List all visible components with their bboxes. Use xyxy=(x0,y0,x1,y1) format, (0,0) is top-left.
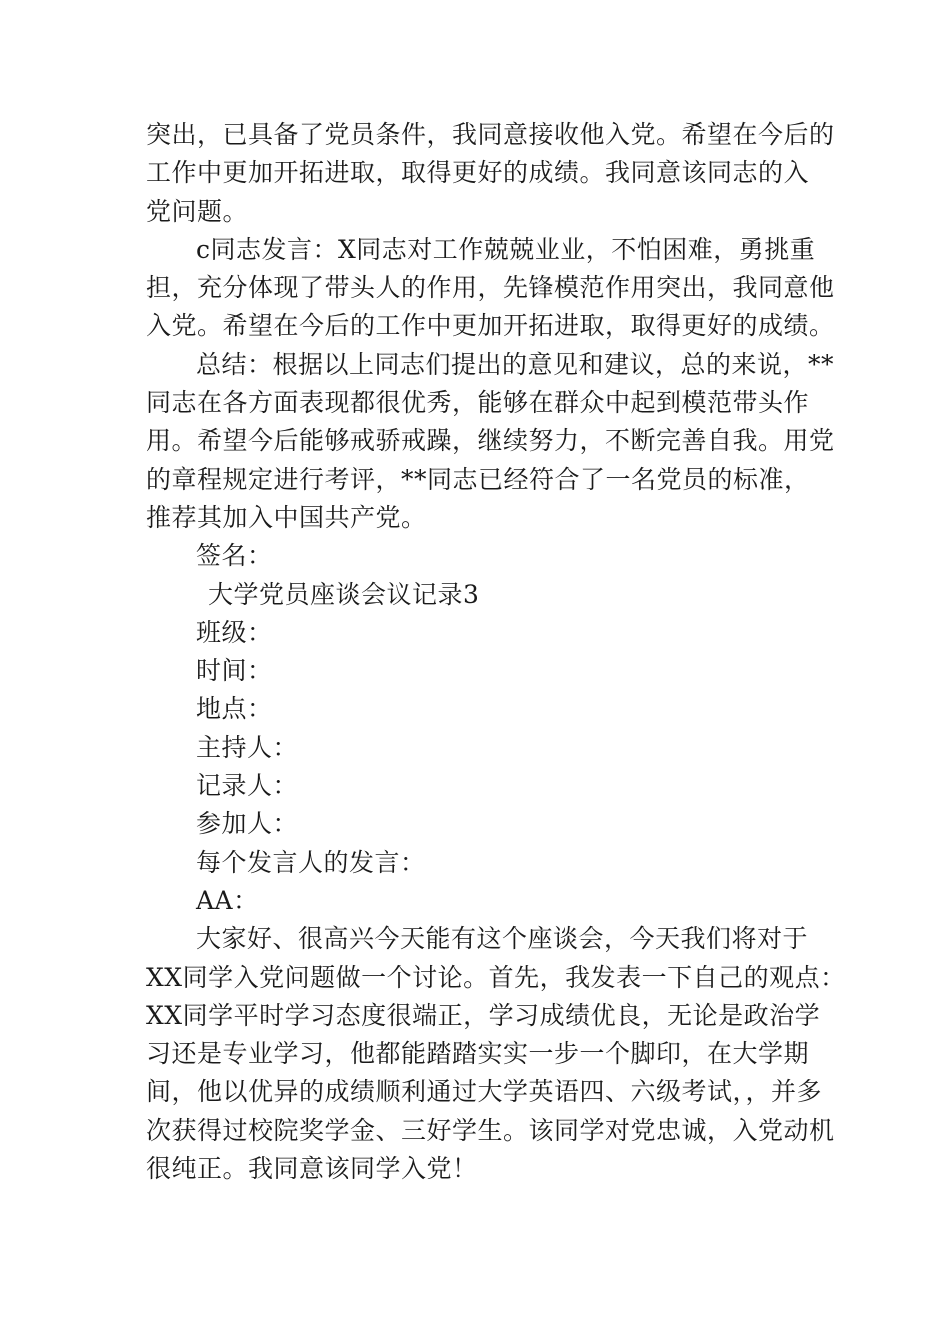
text-line: 总结：根据以上同志们提出的意见和建议，总的来说，** xyxy=(196,349,835,379)
text-line: XX同学入党问题做一个讨论。首先，我发表一下自己的观点： xyxy=(146,962,846,992)
field-participants: 参加人： xyxy=(196,809,299,839)
field-speeches: 每个发言人的发言： xyxy=(196,847,426,877)
speaker-label: AA： xyxy=(196,885,259,915)
field-class: 班级： xyxy=(196,617,273,647)
section-title: 大学党员座谈会议记录3 xyxy=(208,579,480,609)
text-line: 次获得过校院奖学金、三好学生。该同学对党忠诚，入党动机 xyxy=(146,1115,835,1145)
text-line: 很纯正。我同意该同学入党！ xyxy=(146,1154,478,1184)
field-time: 时间： xyxy=(196,656,273,686)
signature-label: 签名： xyxy=(196,541,273,571)
text-line: 党问题。 xyxy=(146,196,249,226)
text-line: 的章程规定进行考评，**同志已经符合了一名党员的标准， xyxy=(146,464,810,494)
text-line: 推荐其加入中国共产党。 xyxy=(146,502,427,532)
text-line: 担，充分体现了带头人的作用，先锋模范作用突出，我同意他 xyxy=(146,273,835,303)
field-host: 主持人： xyxy=(196,732,299,762)
text-line: 用。希望今后能够戒骄戒躁，继续努力，不断完善自我。用党 xyxy=(146,426,835,456)
text-line: 突出，已具备了党员条件，我同意接收他入党。希望在今后的 xyxy=(146,120,835,149)
text-line: 同志在各方面表现都很优秀，能够在群众中起到模范带头作 xyxy=(146,388,810,418)
text-line: 大家好、很高兴今天能有这个座谈会，今天我们将对于 xyxy=(196,924,809,954)
text-line: c同志发言：X同志对工作兢兢业业，不怕困难，勇挑重 xyxy=(196,234,816,264)
text-line: XX同学平时学习态度很端正，学习成绩优良，无论是政治学 xyxy=(146,1000,821,1030)
field-recorder: 记录人： xyxy=(196,771,299,801)
text-line: 工作中更加开拓进取，取得更好的成绩。我同意该同志的入 xyxy=(146,158,810,188)
text-line: 入党。希望在今后的工作中更加开拓进取，取得更好的成绩。 xyxy=(146,311,835,341)
document-body xyxy=(146,116,846,1188)
text-line: 习还是专业学习，他都能踏踏实实一步一个脚印，在大学期 xyxy=(146,1039,810,1069)
text-line: 间，他以优异的成绩顺利通过大学英语四、六级考试，，并多 xyxy=(146,1077,823,1107)
field-location: 地点： xyxy=(196,694,273,724)
